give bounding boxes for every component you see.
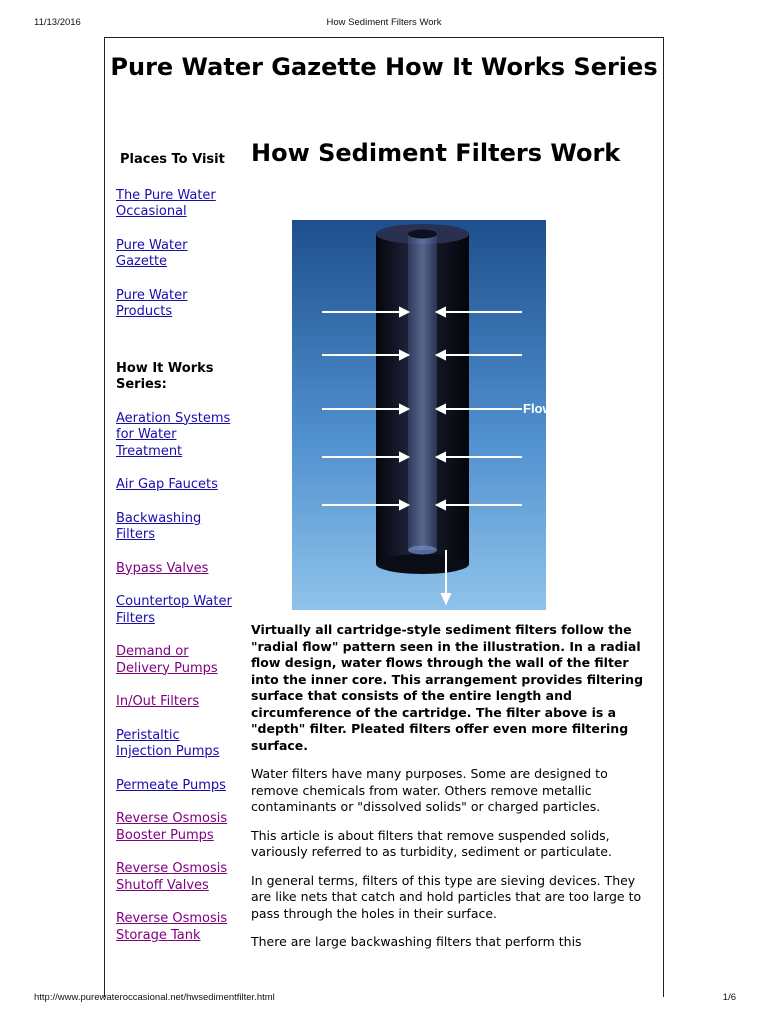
sidebar-link-air-gap[interactable]: Air Gap Faucets xyxy=(116,477,218,492)
sidebar-link-ro-tank[interactable]: Reverse Osmosis Storage Tank xyxy=(116,911,228,943)
sidebar-link-countertop[interactable]: Countertop Water Filters xyxy=(116,594,232,626)
sidebar-link-permeate[interactable]: Permeate Pumps xyxy=(116,777,226,793)
article-title: How Sediment Filters Work xyxy=(251,139,621,167)
paragraph: In general terms, filters of this type are sieving devices. They are like nets that catch and hold particles that are too large to pass through the holes in their surface. xyxy=(251,872,642,921)
places-heading: Places To Visit xyxy=(120,152,225,167)
flow-label: Flow xyxy=(523,401,553,416)
article-body xyxy=(251,622,651,963)
sidebar-link-ro-booster[interactable]: Reverse Osmosis Booster Pumps xyxy=(116,811,228,843)
filter-illustration xyxy=(292,220,553,610)
inner-core xyxy=(408,234,437,550)
paragraph-lead: Virtually all cartridge-style sediment filters follow the "radial flow" pattern seen in the illustration. In a radial flow design, water flows through the wall of the filter into the inner core. This arrangement provides filtering surface that consists of the entire length and circumference of the cartridge. The filter above is a "depth" filter. Pleated filters offer even more filtering surface. xyxy=(251,622,644,753)
page-frame xyxy=(104,37,664,997)
sidebar-link-ro-shutoff[interactable]: Reverse Osmosis Shutoff Valves xyxy=(116,861,228,893)
print-url: http://www.purewateroccasional.net/hwsedimentfilter.html xyxy=(34,992,275,1003)
sidebar-link-demand[interactable]: Demand or Delivery Pumps xyxy=(116,644,218,676)
paragraph: This article is about filters that remove suspended solids, variously referred to as turbidity, sediment or particulate. xyxy=(251,827,612,859)
main-content xyxy=(251,138,651,949)
print-footer xyxy=(0,992,768,1006)
sidebar xyxy=(116,152,234,961)
series-heading: How It Works Series: xyxy=(116,360,214,392)
paragraph: There are large backwashing filters that perform this xyxy=(251,934,582,949)
sidebar-link-occasional[interactable]: The Pure Water Occasional xyxy=(116,187,216,219)
print-title: How Sediment Filters Work xyxy=(326,17,442,28)
print-header xyxy=(0,17,768,31)
core-bottom xyxy=(408,546,437,555)
paragraph: Water filters have many purposes. Some are designed to remove chemicals from water. Others remove metallic contaminants or "dissolved solids" or charged particles. xyxy=(251,766,608,814)
sidebar-link-aeration[interactable]: Aeration Systems for Water Treatment xyxy=(116,410,231,459)
sidebar-link-bypass[interactable]: Bypass Valves xyxy=(116,560,209,576)
sidebar-link-backwashing[interactable]: Backwashing Filters xyxy=(116,510,202,542)
sidebar-link-peristaltic[interactable]: Peristaltic Injection Pumps xyxy=(116,727,220,759)
sidebar-link-in-out[interactable]: In/Out Filters xyxy=(116,694,200,709)
print-page-number: 1/6 xyxy=(722,992,736,1003)
cylinder-bottom xyxy=(376,554,469,574)
print-date: 11/13/2016 xyxy=(34,17,81,28)
sidebar-link-gazette[interactable]: Pure Water Gazette xyxy=(116,237,188,269)
sidebar-link-products[interactable]: Pure Water Products xyxy=(116,287,188,319)
core-top xyxy=(408,230,437,239)
site-title: Pure Water Gazette How It Works Series xyxy=(110,53,658,81)
